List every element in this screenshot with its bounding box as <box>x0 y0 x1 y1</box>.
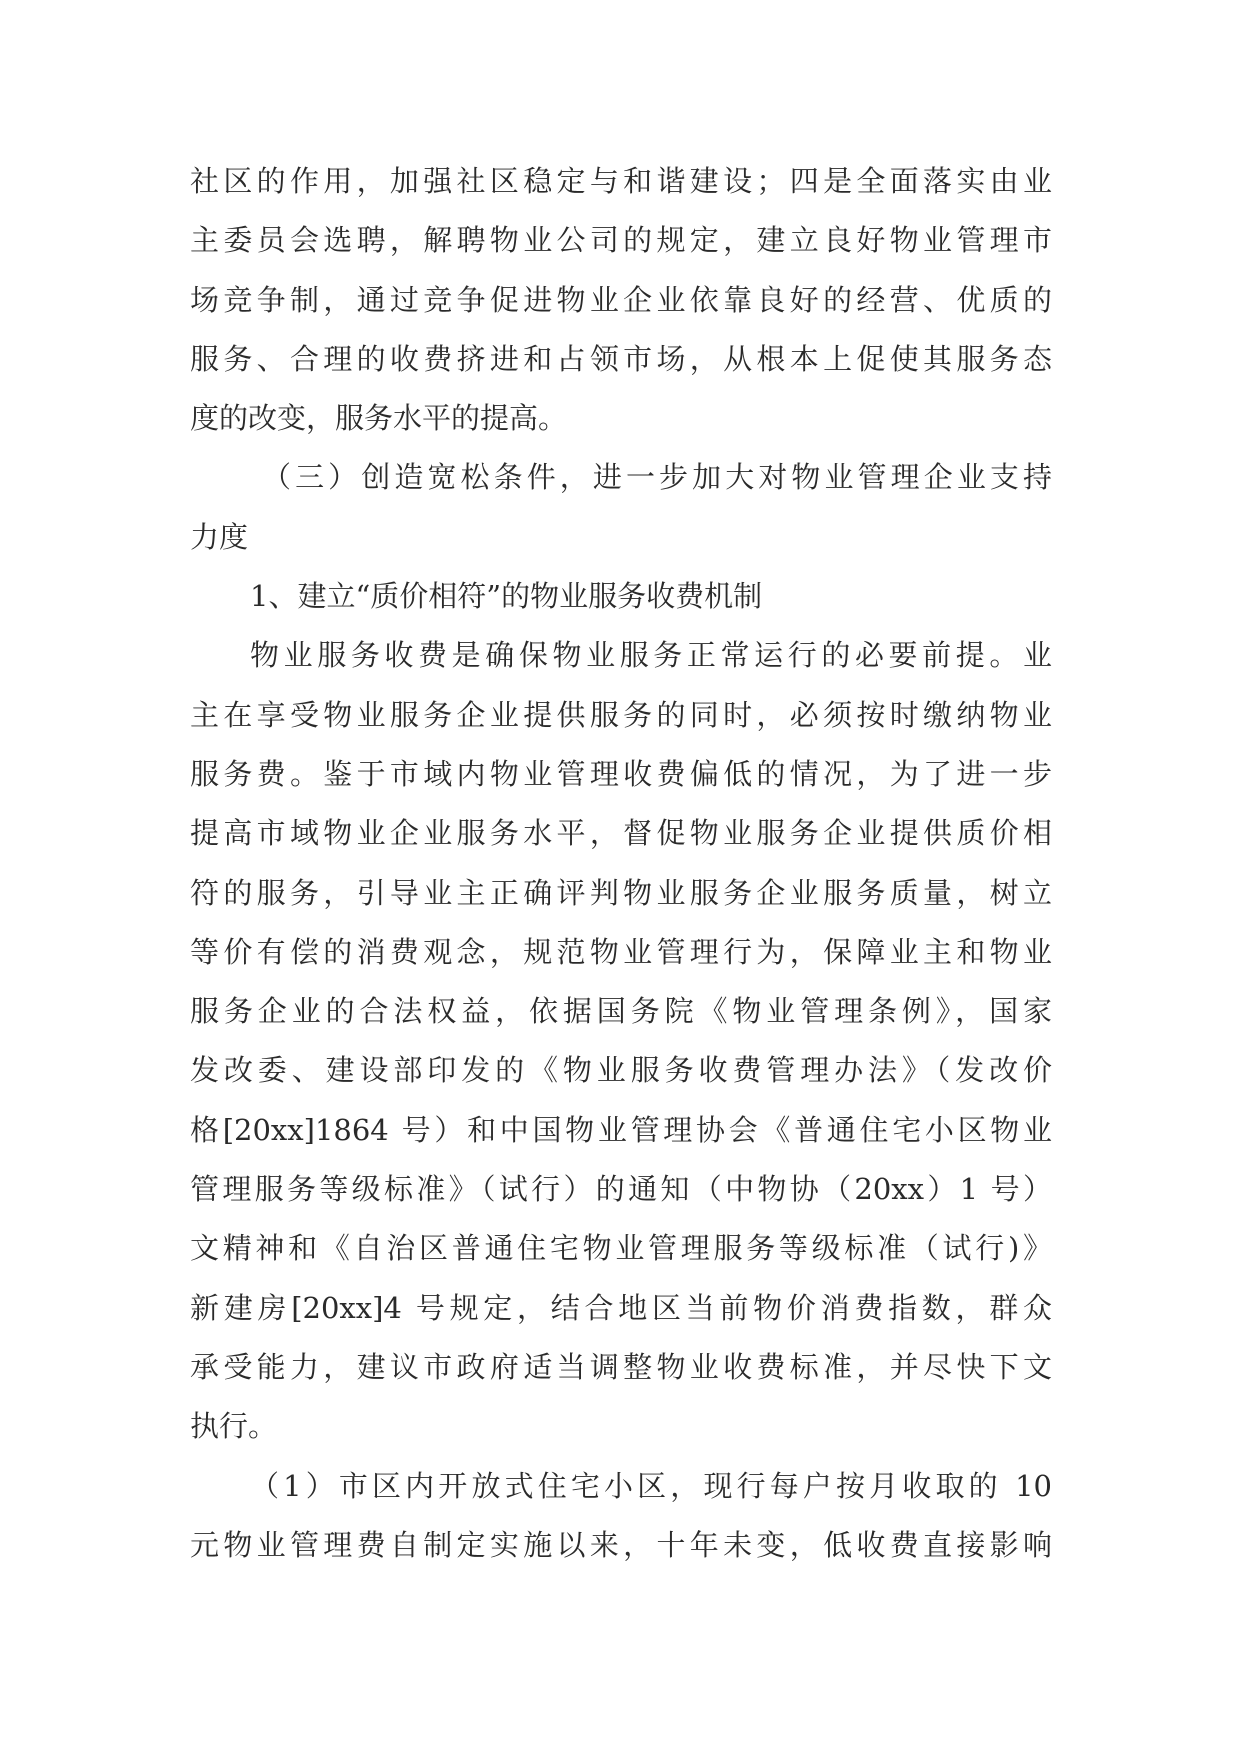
text-line: 文精神和《自治区普通住宅物业管理服务等级标准（试行)》 <box>190 1231 1052 1266</box>
document-body <box>190 152 1052 1575</box>
text-line: 服务企业的合法权益，依据国务院《物业管理条例》，国家 <box>190 994 1052 1029</box>
text-line: 主委员会选聘，解聘物业公司的规定，建立良好物业管理市 <box>190 223 1052 258</box>
text-line: 符的服务，引导业主正确评判物业服务企业服务质量，树立 <box>190 875 1052 910</box>
text-line: 等价有偿的消费观念，规范物业管理行为，保障业主和物业 <box>190 934 1052 969</box>
text-line: 度的改变，服务水平的提高。 <box>190 401 568 436</box>
text-line: 社区的作用，加强社区稳定与和谐建设；四是全面落实由业 <box>190 164 1052 198</box>
list-item-line: （1）市区内开放式住宅小区，现行每户按月收取的 10 <box>250 1468 1052 1503</box>
text-line: 场竞争制，通过竞争促进物业企业依靠良好的经营、优质的 <box>190 282 1052 317</box>
text-line: 管理服务等级标准》（试行）的通知（中物协（20xx）1 号） <box>190 1172 1052 1207</box>
text-line: 元物业管理费自制定实施以来，十年未变，低收费直接影响 <box>190 1527 1052 1562</box>
text-line: 发改委、建设部印发的《物业服务收费管理办法》（发改价 <box>190 1053 1052 1088</box>
text-line: 主在享受物业服务企业提供服务的同时，必须按时缴纳物业 <box>190 697 1052 732</box>
text-line: 新建房[20xx]4 号规定，结合地区当前物价消费指数，群众 <box>190 1290 1052 1325</box>
text-line: 格[20xx]1864 号）和中国物业管理协会《普通住宅小区物业 <box>190 1112 1052 1147</box>
subsection-heading: 1、建立“质价相符”的物业服务收费机制 <box>250 579 763 614</box>
text-line: 服务、合理的收费挤进和占领市场，从根本上促使其服务态 <box>190 341 1052 376</box>
text-line: 执行。 <box>190 1409 278 1444</box>
text-line: 提高市域物业企业服务水平，督促物业服务企业提供质价相 <box>190 816 1052 851</box>
text-line: 承受能力，建议市政府适当调整物业收费标准，并尽快下文 <box>190 1349 1052 1384</box>
text-line: 服务费。鉴于市域内物业管理收费偏低的情况，为了进一步 <box>190 756 1052 791</box>
section-heading-continued: 力度 <box>190 519 249 554</box>
section-heading: （三）创造宽松条件，进一步加大对物业管理企业支持 <box>262 460 1052 495</box>
text-line: 物业服务收费是确保物业服务正常运行的必要前提。业 <box>250 638 1052 673</box>
